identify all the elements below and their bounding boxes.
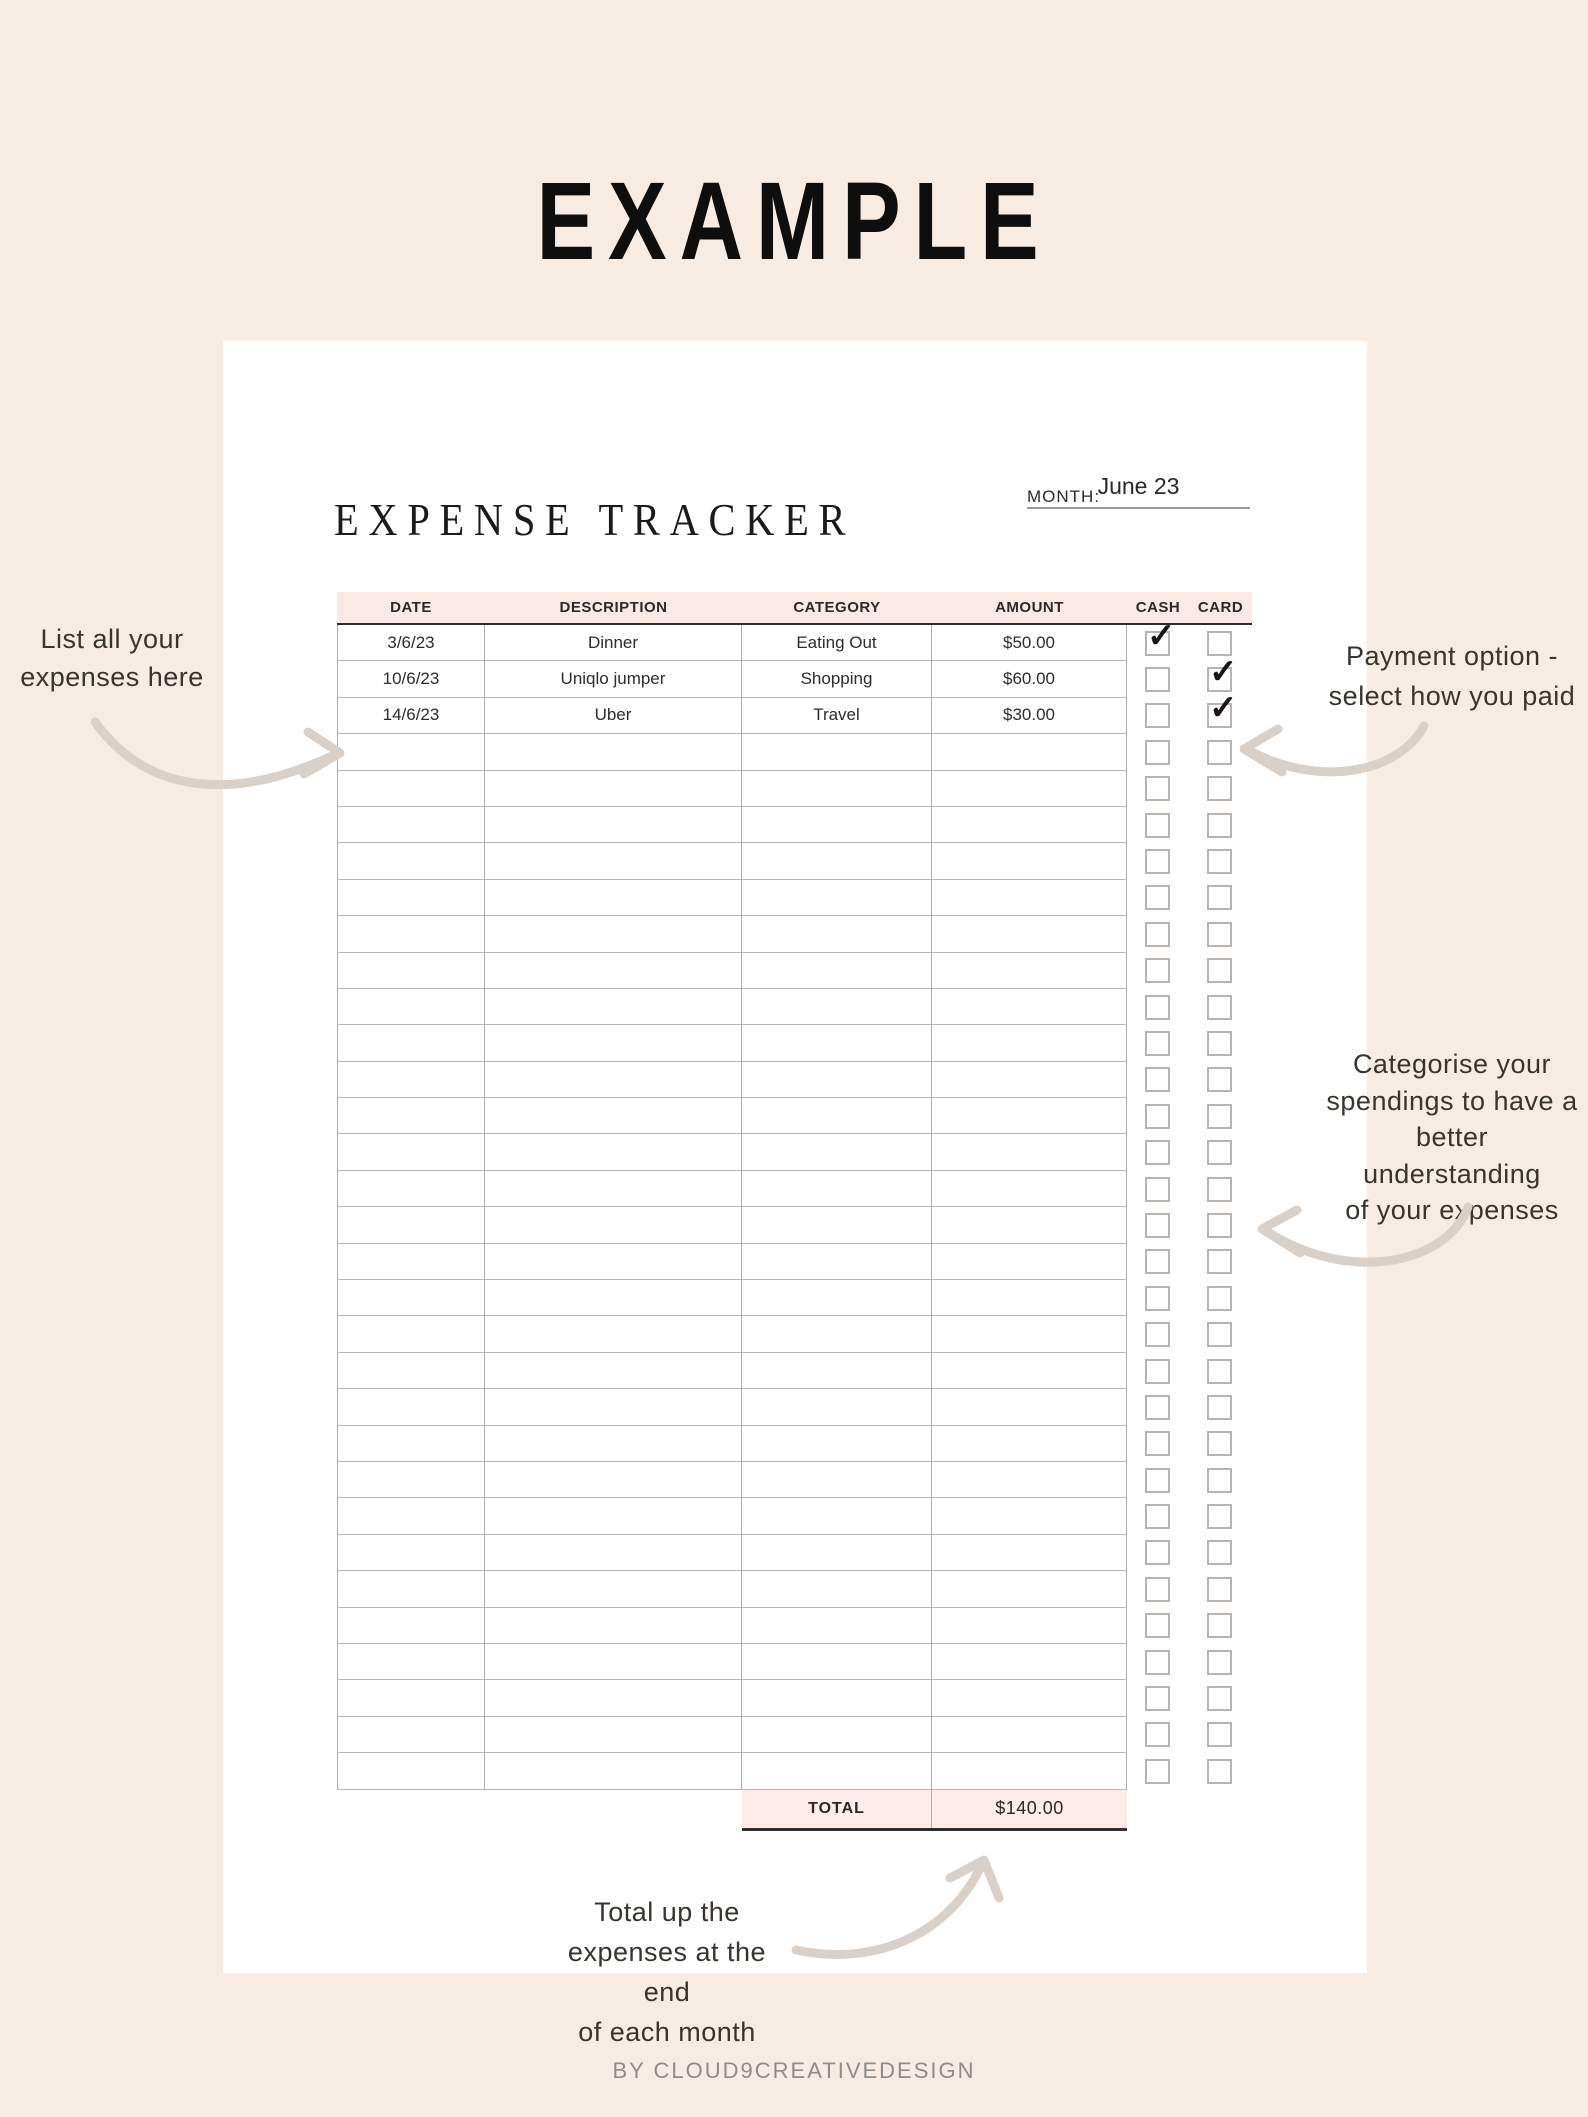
cash-checkbox[interactable] xyxy=(1145,1031,1170,1056)
payment-checkboxes xyxy=(1127,1462,1252,1498)
description-cell xyxy=(485,1316,742,1352)
payment-checkboxes xyxy=(1127,1498,1252,1534)
table-row xyxy=(337,1717,1252,1753)
payment-checkboxes xyxy=(1127,1389,1252,1425)
table-row xyxy=(337,1316,1252,1352)
cash-checkbox[interactable] xyxy=(1145,958,1170,983)
card-checkbox[interactable] xyxy=(1207,689,1238,728)
table-row xyxy=(337,1062,1252,1098)
payment-checkboxes xyxy=(1127,734,1252,770)
cash-checkbox[interactable] xyxy=(1145,1104,1170,1129)
category-cell xyxy=(742,843,932,879)
payment-checkboxes xyxy=(1127,1644,1252,1680)
category-cell xyxy=(742,1316,932,1352)
payment-checkboxes xyxy=(1127,916,1252,952)
category-cell xyxy=(742,1244,932,1280)
amount-cell xyxy=(932,807,1127,843)
date-cell xyxy=(337,1462,485,1498)
payment-checkboxes xyxy=(1127,1244,1252,1280)
payment-checkboxes xyxy=(1127,1426,1252,1462)
card-checkbox[interactable] xyxy=(1207,922,1232,947)
note-line: Payment option - xyxy=(1345,641,1559,671)
amount-cell xyxy=(932,1171,1127,1207)
description-cell xyxy=(485,1498,742,1534)
table-row xyxy=(337,843,1252,879)
card-checkbox[interactable] xyxy=(1207,1540,1232,1565)
payment-checkboxes xyxy=(1127,1571,1252,1607)
category-cell xyxy=(742,1389,932,1425)
description-cell xyxy=(485,1608,742,1644)
date-cell xyxy=(337,1244,485,1280)
payment-checkboxes xyxy=(1127,1535,1252,1571)
note-line: of each month xyxy=(578,2017,756,2047)
date-cell xyxy=(337,1134,485,1170)
date-cell xyxy=(337,880,485,916)
table-row xyxy=(337,734,1252,770)
amount-cell xyxy=(932,989,1127,1025)
table-row xyxy=(337,1025,1252,1061)
card-checkbox[interactable] xyxy=(1207,1504,1232,1529)
note-line: spendings to have a xyxy=(1326,1085,1578,1116)
table-row xyxy=(337,1644,1252,1680)
card-checkbox[interactable] xyxy=(1207,1359,1232,1384)
cash-checkbox[interactable] xyxy=(1145,1722,1170,1747)
date-cell xyxy=(337,1608,485,1644)
category-cell xyxy=(742,1644,932,1680)
description-cell xyxy=(485,989,742,1025)
amount-cell: $60.00 xyxy=(932,661,1127,697)
page-title: EXPENSE TRACKER xyxy=(334,494,856,545)
amount-cell xyxy=(932,1207,1127,1243)
amount-cell xyxy=(932,771,1127,807)
description-cell xyxy=(485,1353,742,1389)
amount-cell xyxy=(932,1062,1127,1098)
cash-checkbox[interactable] xyxy=(1145,703,1170,728)
date-cell xyxy=(337,1644,485,1680)
description-cell xyxy=(485,1426,742,1462)
category-cell xyxy=(742,1571,932,1607)
category-cell xyxy=(742,734,932,770)
column-header-cash: CASH xyxy=(1135,599,1181,616)
date-cell xyxy=(337,843,485,879)
date-cell xyxy=(337,1171,485,1207)
card-checkbox[interactable] xyxy=(1207,958,1232,983)
note-line: of your expenses xyxy=(1345,1195,1559,1225)
category-cell xyxy=(742,807,932,843)
checkmark-icon: ✓ xyxy=(1147,616,1176,655)
payment-checkboxes xyxy=(1127,1025,1252,1061)
cash-checkbox[interactable] xyxy=(1145,616,1176,656)
date-cell xyxy=(337,953,485,989)
description-cell xyxy=(485,1571,742,1607)
date-cell xyxy=(337,916,485,952)
amount-cell: $30.00 xyxy=(932,698,1127,734)
cash-checkbox[interactable] xyxy=(1145,1177,1170,1202)
description-cell xyxy=(485,1535,742,1571)
description-cell xyxy=(485,1134,742,1170)
cash-checkbox[interactable] xyxy=(1145,1431,1170,1456)
table-row xyxy=(337,1753,1252,1789)
category-cell xyxy=(742,1498,932,1534)
table-row xyxy=(337,1608,1252,1644)
paper-page xyxy=(223,341,1367,1973)
note-categorise xyxy=(1326,1046,1578,1229)
date-cell xyxy=(337,1062,485,1098)
amount-cell xyxy=(932,1134,1127,1170)
date-cell xyxy=(337,1098,485,1134)
payment-checkboxes xyxy=(1127,1171,1252,1207)
date-cell xyxy=(337,771,485,807)
date-cell xyxy=(337,1353,485,1389)
description-cell xyxy=(485,1171,742,1207)
amount-cell xyxy=(932,1025,1127,1061)
payment-checkboxes xyxy=(1127,1207,1252,1243)
category-cell xyxy=(742,1171,932,1207)
description-cell xyxy=(485,1680,742,1716)
amount-cell xyxy=(932,1353,1127,1389)
description-cell xyxy=(485,1644,742,1680)
card-checkbox[interactable] xyxy=(1207,1177,1232,1202)
note-line: List all your xyxy=(40,624,184,654)
description-cell: Uber xyxy=(485,698,742,734)
payment-checkboxes xyxy=(1127,1316,1252,1352)
card-checkbox[interactable] xyxy=(1207,776,1232,801)
table-row xyxy=(337,1571,1252,1607)
table-row xyxy=(337,616,1252,661)
amount-cell xyxy=(932,1753,1127,1789)
description-cell xyxy=(485,953,742,989)
description-cell xyxy=(485,843,742,879)
card-checkbox[interactable] xyxy=(1207,1686,1232,1711)
cash-checkbox[interactable] xyxy=(1145,1577,1170,1602)
table-row xyxy=(337,880,1252,916)
note-line: expenses at the end xyxy=(567,1937,767,2007)
note-payment-option xyxy=(1326,636,1578,716)
payment-checkboxes xyxy=(1127,1717,1252,1753)
table-row xyxy=(337,771,1252,807)
cash-checkbox[interactable] xyxy=(1145,1395,1170,1420)
description-cell xyxy=(485,1389,742,1425)
month-underline xyxy=(1027,507,1250,509)
cash-checkbox[interactable] xyxy=(1145,1686,1170,1711)
payment-checkboxes xyxy=(1127,1608,1252,1644)
note-list-expenses xyxy=(0,620,227,696)
category-cell xyxy=(742,771,932,807)
card-checkbox[interactable] xyxy=(1207,1577,1232,1602)
amount-cell xyxy=(932,1316,1127,1352)
card-checkbox[interactable] xyxy=(1207,813,1232,838)
category-cell xyxy=(742,989,932,1025)
amount-cell xyxy=(932,1680,1127,1716)
table-row xyxy=(337,1171,1252,1207)
description-cell xyxy=(485,734,742,770)
column-header-card: CARD xyxy=(1197,599,1244,616)
credit-text: BY CLOUD9CREATIVEDESIGN xyxy=(612,2058,976,2083)
date-cell xyxy=(337,1280,485,1316)
cash-checkbox[interactable] xyxy=(1145,1213,1170,1238)
description-cell xyxy=(485,1098,742,1134)
table-row xyxy=(337,1426,1252,1462)
date-cell: 14/6/23 xyxy=(337,698,485,734)
category-cell xyxy=(742,1717,932,1753)
description-cell xyxy=(485,1207,742,1243)
amount-cell xyxy=(932,1498,1127,1534)
note-line: Total up the xyxy=(594,1897,740,1927)
table-row xyxy=(337,1244,1252,1280)
description-cell xyxy=(485,1462,742,1498)
table-row xyxy=(337,989,1252,1025)
table-row xyxy=(337,953,1252,989)
category-cell xyxy=(742,1426,932,1462)
amount-cell xyxy=(932,1244,1127,1280)
amount-cell xyxy=(932,953,1127,989)
card-checkbox[interactable] xyxy=(1207,1613,1232,1638)
payment-checkboxes xyxy=(1127,1062,1252,1098)
total-amount: $140.00 xyxy=(995,1798,1064,1818)
total-label: TOTAL xyxy=(742,1790,932,1828)
card-checkbox[interactable] xyxy=(1207,1722,1232,1747)
note-line: select how you paid xyxy=(1328,681,1576,711)
amount-cell xyxy=(932,1644,1127,1680)
table-row xyxy=(337,807,1252,843)
amount-cell xyxy=(932,1280,1127,1316)
cash-checkbox[interactable] xyxy=(1145,1504,1170,1529)
cash-checkbox[interactable] xyxy=(1145,849,1170,874)
payment-checkboxes xyxy=(1127,807,1252,843)
description-cell xyxy=(485,1244,742,1280)
table-row xyxy=(337,1134,1252,1170)
card-checkbox[interactable] xyxy=(1207,1468,1232,1493)
total-row xyxy=(742,1790,1127,1831)
category-cell xyxy=(742,1025,932,1061)
category-cell xyxy=(742,1535,932,1571)
date-cell xyxy=(337,1025,485,1061)
category-cell xyxy=(742,1680,932,1716)
date-cell xyxy=(337,1207,485,1243)
cash-checkbox[interactable] xyxy=(1145,1140,1170,1165)
date-cell xyxy=(337,1717,485,1753)
payment-checkboxes xyxy=(1127,1353,1252,1389)
date-cell xyxy=(337,1680,485,1716)
card-checkbox[interactable] xyxy=(1207,1650,1232,1675)
category-cell: Eating Out xyxy=(742,625,932,661)
table-row xyxy=(337,1353,1252,1389)
payment-checkboxes xyxy=(1127,689,1252,734)
card-checkbox[interactable] xyxy=(1207,1286,1232,1311)
card-checkbox[interactable] xyxy=(1207,1395,1232,1420)
card-checkbox[interactable] xyxy=(1207,740,1232,765)
date-cell xyxy=(337,1389,485,1425)
category-cell xyxy=(742,880,932,916)
category-cell xyxy=(742,953,932,989)
payment-checkboxes xyxy=(1127,989,1252,1025)
note-line: Categorise your xyxy=(1352,1049,1552,1079)
cash-checkbox[interactable] xyxy=(1145,885,1170,910)
date-cell xyxy=(337,734,485,770)
date-cell xyxy=(337,1498,485,1534)
cash-checkbox[interactable] xyxy=(1145,1249,1170,1274)
card-checkbox[interactable] xyxy=(1207,631,1232,656)
card-checkbox[interactable] xyxy=(1207,1759,1232,1784)
category-cell xyxy=(742,916,932,952)
date-cell xyxy=(337,1316,485,1352)
table-row xyxy=(337,1462,1252,1498)
column-header-description: DESCRIPTION xyxy=(559,599,668,616)
category-cell xyxy=(742,1134,932,1170)
cash-checkbox[interactable] xyxy=(1145,922,1170,947)
date-cell xyxy=(337,1571,485,1607)
category-cell xyxy=(742,1207,932,1243)
amount-cell xyxy=(932,1462,1127,1498)
description-cell xyxy=(485,1025,742,1061)
checkmark-icon: ✓ xyxy=(1209,689,1238,728)
table-row xyxy=(337,1498,1252,1534)
month-label: MONTH: xyxy=(1027,487,1101,506)
category-cell: Shopping xyxy=(742,661,932,697)
card-checkbox[interactable] xyxy=(1207,1031,1232,1056)
card-checkbox[interactable] xyxy=(1207,1322,1232,1347)
payment-checkboxes xyxy=(1127,1134,1252,1170)
amount-cell xyxy=(932,734,1127,770)
cash-checkbox[interactable] xyxy=(1145,1613,1170,1638)
description-cell: Uniqlo jumper xyxy=(485,661,742,697)
card-checkbox[interactable] xyxy=(1207,849,1232,874)
card-checkbox[interactable] xyxy=(1207,995,1232,1020)
note-line: better understanding xyxy=(1363,1122,1541,1189)
table-row xyxy=(337,1207,1252,1243)
cash-checkbox[interactable] xyxy=(1145,1359,1170,1384)
column-header-amount: AMOUNT xyxy=(995,599,1064,616)
table-row xyxy=(337,653,1252,697)
table-row xyxy=(337,1280,1252,1316)
category-cell: Travel xyxy=(742,698,932,734)
description-cell: Dinner xyxy=(485,625,742,661)
cash-checkbox[interactable] xyxy=(1145,1067,1170,1092)
payment-checkboxes xyxy=(1127,1753,1252,1789)
payment-checkboxes xyxy=(1127,1680,1252,1716)
cash-checkbox[interactable] xyxy=(1145,1650,1170,1675)
card-checkbox[interactable] xyxy=(1207,1249,1232,1274)
amount-cell xyxy=(932,1426,1127,1462)
table-row xyxy=(337,1098,1252,1134)
cash-checkbox[interactable] xyxy=(1145,995,1170,1020)
card-checkbox[interactable] xyxy=(1207,1213,1232,1238)
cash-checkbox[interactable] xyxy=(1145,1540,1170,1565)
date-cell: 3/6/23 xyxy=(337,625,485,661)
payment-checkboxes xyxy=(1127,1098,1252,1134)
cash-checkbox[interactable] xyxy=(1145,1468,1170,1493)
payment-checkboxes xyxy=(1127,1280,1252,1316)
table-row xyxy=(337,916,1252,952)
amount-cell xyxy=(932,1717,1127,1753)
expense-table xyxy=(337,592,1252,1831)
cash-checkbox[interactable] xyxy=(1145,1759,1170,1784)
checkmark-icon: ✓ xyxy=(1209,653,1238,692)
example-title: EXAMPLE xyxy=(536,160,1052,283)
description-cell xyxy=(485,1717,742,1753)
card-checkbox[interactable] xyxy=(1207,1431,1232,1456)
category-cell xyxy=(742,1353,932,1389)
cash-checkbox[interactable] xyxy=(1145,776,1170,801)
card-checkbox[interactable] xyxy=(1207,1067,1232,1092)
date-cell xyxy=(337,807,485,843)
table-row xyxy=(337,1535,1252,1571)
description-cell xyxy=(485,1280,742,1316)
amount-cell xyxy=(932,880,1127,916)
description-cell xyxy=(485,1062,742,1098)
month-field-value[interactable]: June 23 xyxy=(1097,473,1180,499)
description-cell xyxy=(485,880,742,916)
note-line: expenses here xyxy=(20,662,204,692)
amount-cell xyxy=(932,1535,1127,1571)
table-row xyxy=(337,1389,1252,1425)
description-cell xyxy=(485,1753,742,1789)
date-cell xyxy=(337,1426,485,1462)
amount-cell xyxy=(932,1389,1127,1425)
date-cell xyxy=(337,1535,485,1571)
category-cell xyxy=(742,1062,932,1098)
category-cell xyxy=(742,1462,932,1498)
card-checkbox[interactable] xyxy=(1207,1140,1232,1165)
category-cell xyxy=(742,1098,932,1134)
cash-checkbox[interactable] xyxy=(1145,667,1170,692)
table-body xyxy=(337,616,1252,1790)
column-header-date: DATE xyxy=(390,599,432,616)
description-cell xyxy=(485,916,742,952)
amount-cell xyxy=(932,916,1127,952)
note-total-up xyxy=(552,1892,782,2052)
cash-checkbox[interactable] xyxy=(1145,740,1170,765)
category-cell xyxy=(742,1753,932,1789)
cash-checkbox[interactable] xyxy=(1145,1286,1170,1311)
amount-cell xyxy=(932,1608,1127,1644)
column-header-category: CATEGORY xyxy=(793,599,881,616)
card-checkbox[interactable] xyxy=(1207,885,1232,910)
cash-checkbox[interactable] xyxy=(1145,1322,1170,1347)
payment-checkboxes xyxy=(1127,843,1252,879)
payment-checkboxes xyxy=(1127,771,1252,807)
amount-cell xyxy=(932,1098,1127,1134)
card-checkbox[interactable] xyxy=(1207,653,1238,692)
table-row xyxy=(337,689,1252,734)
payment-checkboxes xyxy=(1127,953,1252,989)
payment-checkboxes xyxy=(1127,880,1252,916)
amount-cell xyxy=(932,1571,1127,1607)
amount-cell xyxy=(932,843,1127,879)
table-header-row xyxy=(337,592,1252,625)
amount-cell: $50.00 xyxy=(932,625,1127,661)
date-cell: 10/6/23 xyxy=(337,661,485,697)
category-cell xyxy=(742,1280,932,1316)
date-cell xyxy=(337,1753,485,1789)
date-cell xyxy=(337,989,485,1025)
description-cell xyxy=(485,771,742,807)
category-cell xyxy=(742,1608,932,1644)
description-cell xyxy=(485,807,742,843)
card-checkbox[interactable] xyxy=(1207,1104,1232,1129)
table-row xyxy=(337,1680,1252,1716)
cash-checkbox[interactable] xyxy=(1145,813,1170,838)
